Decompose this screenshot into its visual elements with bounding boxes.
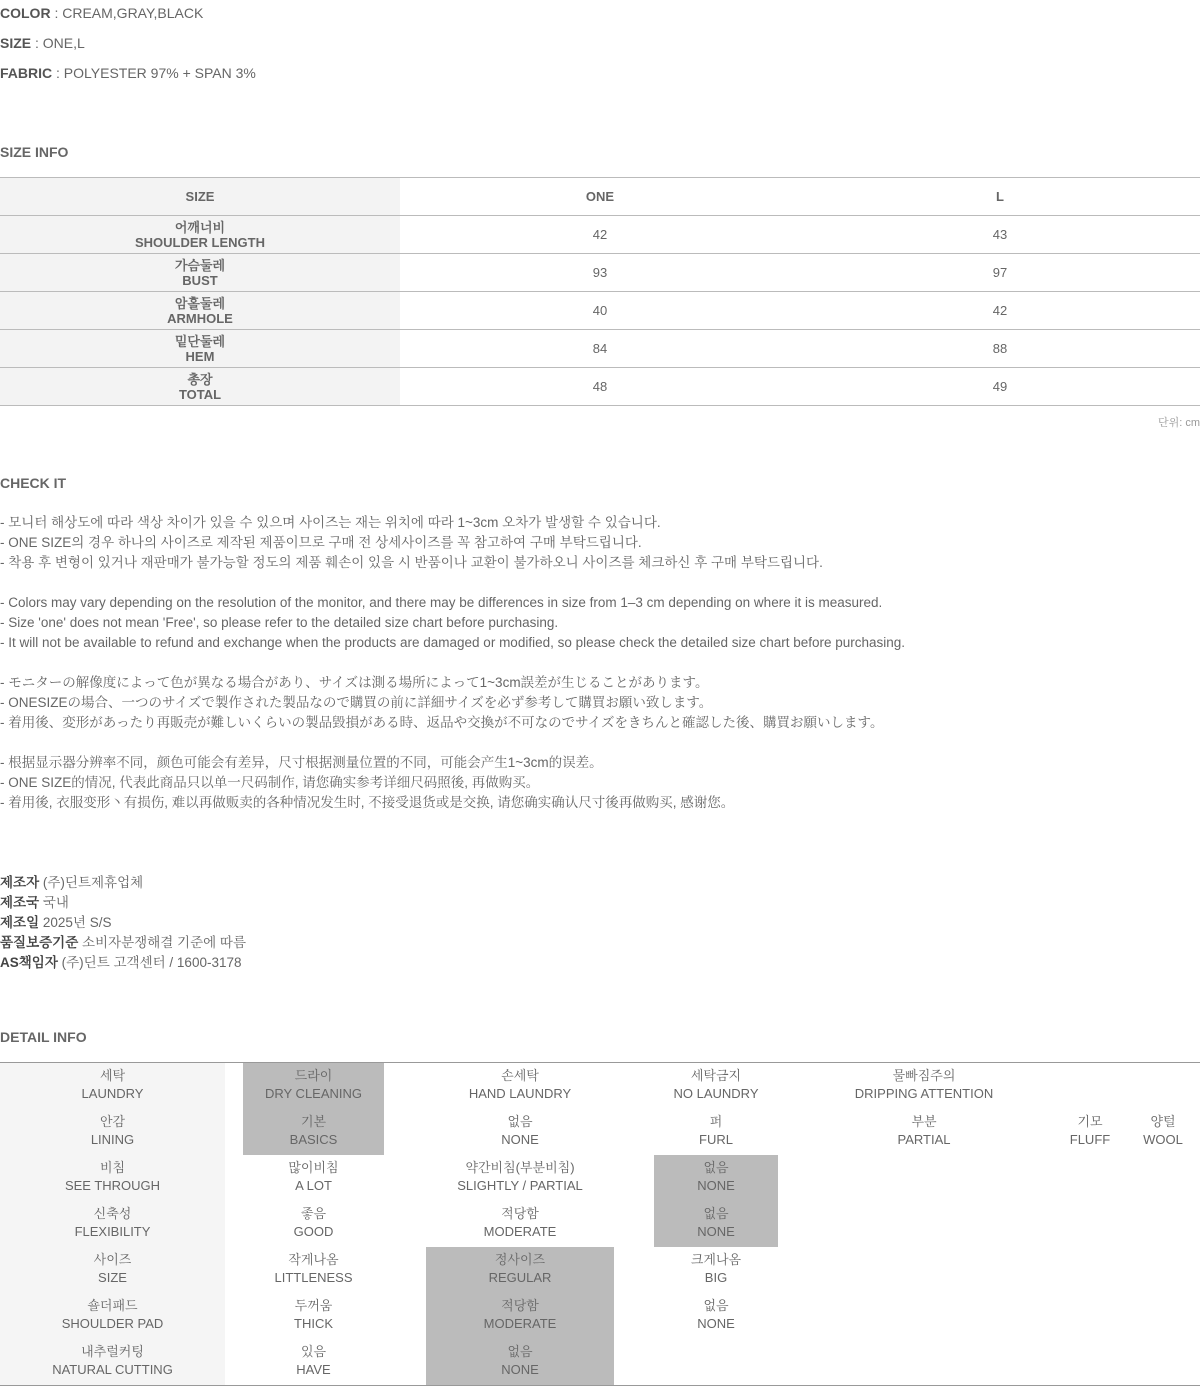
detail-option-selected <box>426 1247 614 1293</box>
size-cell: 40 <box>400 292 800 330</box>
detail-en: HAND LAUNDRY <box>468 1086 572 1101</box>
detail-option <box>1060 1109 1120 1155</box>
detail-en: BASICS <box>289 1132 338 1147</box>
size-cell: 84 <box>400 330 800 368</box>
detail-row-label <box>0 1063 225 1109</box>
detail-en: SIZE <box>98 1270 127 1285</box>
detail-ko: 적당함 <box>501 1298 539 1313</box>
detail-option <box>243 1155 384 1201</box>
detail-option <box>243 1201 384 1247</box>
detail-ko: 부분 <box>911 1114 937 1129</box>
table-row <box>0 216 1200 254</box>
detail-ko: 신축성 <box>93 1206 132 1221</box>
size-cell: 93 <box>400 254 800 292</box>
detail-ko: 정사이즈 <box>494 1252 546 1267</box>
spec-size <box>0 34 85 52</box>
detail-option <box>1126 1109 1200 1155</box>
detail-ko: 퍼 <box>709 1114 723 1129</box>
size-table <box>0 177 1200 406</box>
detail-option <box>654 1063 778 1109</box>
detail-ko: 내추럴커팅 <box>81 1344 144 1359</box>
row-label-ko: 총장 <box>187 371 213 387</box>
detail-option-selected <box>654 1201 778 1247</box>
spec-separator: : <box>50 5 63 21</box>
detail-ko: 기모 <box>1077 1114 1103 1129</box>
detail-option-selected <box>426 1339 614 1385</box>
detail-ko: 작게나옴 <box>288 1252 339 1267</box>
spec-value: CREAM,GRAY,BLACK <box>62 5 204 21</box>
check-note-line: - 착용 후 변형이 있거나 재판매가 불가능할 정도의 제품 훼손이 있을 시 반품이나 교환이 불가하오니 사이즈를 체크하신 후 구매 부탁드립니다. <box>0 555 823 570</box>
detail-row-label <box>0 1339 225 1385</box>
spec-value: POLYESTER 97% + SPAN 3% <box>63 65 256 81</box>
maker-key: 제조일 <box>0 915 40 930</box>
detail-ko: 없음 <box>507 1114 533 1129</box>
detail-en: A LOT <box>295 1178 332 1193</box>
detail-en: NONE <box>697 1178 735 1193</box>
detail-info-grid <box>0 1062 1200 1386</box>
detail-option <box>654 1293 778 1339</box>
spec-value: ONE,L <box>42 35 85 51</box>
maker-line <box>0 954 241 972</box>
maker-key: 제조자 <box>0 875 40 890</box>
row-label-ko: 밑단둘레 <box>174 333 226 349</box>
detail-info-title: DETAIL INFO <box>0 1029 87 1045</box>
detail-en: LINING <box>90 1132 135 1147</box>
detail-option <box>243 1293 384 1339</box>
row-label-en: HEM <box>185 348 215 364</box>
detail-en: DRY CLEANING <box>264 1086 363 1101</box>
maker-value: 2025년 S/S <box>39 915 112 930</box>
spec-separator: : <box>31 35 43 51</box>
check-note-line: - モニターの解像度によって色が異なる場合があり、サイズは測る場所によって1~3cm誤差が生じることがあります。 <box>0 675 709 690</box>
size-cell: 97 <box>800 254 1200 292</box>
detail-ko: 없음 <box>703 1206 729 1221</box>
detail-en: FLUFF <box>1069 1132 1111 1147</box>
detail-ko: 두꺼움 <box>294 1298 333 1313</box>
detail-row-label <box>0 1109 225 1155</box>
detail-en: NONE <box>501 1362 539 1377</box>
unit-label: 단위: cm <box>1157 417 1200 429</box>
check-note-line: - Colors may vary depending on the resolution of the monitor, and there may be differences in size from 1–3 cm depending on where it is measured. <box>0 595 883 610</box>
detail-option-selected <box>243 1063 384 1109</box>
check-note-line: - ONE SIZE의 경우 하나의 사이즈로 제작된 제품이므로 구매 전 상세사이즈를 꼭 참고하여 구매 부탁드립니다. <box>0 535 642 550</box>
detail-ko: 많이비침 <box>288 1160 339 1175</box>
size-row-label <box>0 292 400 330</box>
size-cell: 43 <box>800 216 1200 254</box>
spec-separator: : <box>52 65 64 81</box>
row-label-ko: 가슴둘레 <box>174 257 226 273</box>
detail-en: GOOD <box>293 1224 334 1239</box>
size-header-l: L <box>800 178 1200 216</box>
spec-color <box>0 4 203 22</box>
size-table-header <box>0 178 1200 216</box>
size-row-label <box>0 330 400 368</box>
detail-ko: 없음 <box>507 1344 533 1359</box>
detail-ko: 양털 <box>1150 1114 1176 1129</box>
detail-option-selected <box>654 1155 778 1201</box>
detail-row-label <box>0 1247 225 1293</box>
detail-option <box>426 1155 614 1201</box>
table-row <box>0 254 1200 292</box>
detail-en: LAUNDRY <box>81 1086 144 1101</box>
check-note-line: - 모니터 해상도에 따라 색상 차이가 있을 수 있으며 사이즈는 재는 위치에 따라 1~3cm 오차가 발생할 수 있습니다. <box>0 515 661 530</box>
detail-en: HAVE <box>296 1362 331 1377</box>
detail-ko: 숄더패드 <box>87 1298 138 1313</box>
spec-key: SIZE <box>0 35 32 51</box>
maker-line <box>0 914 111 932</box>
check-note-line: - 根据显示器分辨率不同，颜色可能会有差异，尺寸根据测量位置的不同，可能会产生1~3cm的误差。 <box>0 755 603 770</box>
check-note-line: - ONE SIZE的情况, 代表此商品只以单一尺码制作, 请您确实参考详细尺码照後, 再做购买。 <box>0 775 540 790</box>
maker-key: 품질보증기준 <box>0 935 79 950</box>
detail-row-label <box>0 1155 225 1201</box>
check-note-line: - It will not be available to refund and exchange when the products are damaged or modified, so please check the detailed size chart before purchasing. <box>0 635 906 650</box>
maker-value: (주)딘트 고객센터 / 1600-3178 <box>57 955 242 970</box>
maker-value: (주)딘트제휴업체 <box>39 875 144 890</box>
detail-ko: 없음 <box>703 1160 729 1175</box>
table-row <box>0 330 1200 368</box>
detail-option <box>800 1063 1048 1109</box>
row-label-en: ARMHOLE <box>167 310 233 326</box>
detail-en: NATURAL CUTTING <box>52 1362 173 1377</box>
detail-ko: 기본 <box>300 1114 327 1129</box>
detail-en: WOOL <box>1143 1132 1183 1147</box>
check-note-line: - 着用後、変形があったり再販売が難しいくらいの製品毀損がある時、返品や交換が不可なのでサイズをきちんと確認した後、購買お願いします。 <box>0 715 884 730</box>
detail-en: REGULAR <box>488 1270 552 1285</box>
detail-en: SEE THROUGH <box>64 1178 161 1193</box>
row-label-ko: 어깨너비 <box>174 219 226 235</box>
size-cell: 42 <box>400 216 800 254</box>
detail-en: SLIGHTLY / PARTIAL <box>457 1178 583 1193</box>
check-note-line: - 着用後, 衣服变形丶有损伤, 难以再做贩卖的各种情况发生时, 不接受退货或是交换, 请您确实确认尺寸後再做购买, 感谢您。 <box>0 795 735 810</box>
size-cell: 49 <box>800 368 1200 406</box>
detail-en: NONE <box>697 1224 735 1239</box>
size-cell: 48 <box>400 368 800 406</box>
detail-ko: 사이즈 <box>93 1252 132 1267</box>
maker-value: 국내 <box>39 895 69 910</box>
detail-en: NO LAUNDRY <box>673 1086 759 1101</box>
detail-ko: 적당함 <box>501 1206 539 1221</box>
maker-key: 제조국 <box>0 895 40 910</box>
check-note-line: - ONESIZEの場合、一つのサイズで製作された製品なので購買の前に詳細サイズを必ず参考して購買お願い致します。 <box>0 695 713 710</box>
size-row-label <box>0 368 400 406</box>
check-note-line: - Size 'one' does not mean 'Free', so please refer to the detailed size chart before purchasing. <box>0 615 559 630</box>
size-row-label <box>0 254 400 292</box>
table-row <box>0 292 1200 330</box>
size-info-title: SIZE INFO <box>0 144 69 160</box>
maker-line <box>0 874 143 892</box>
detail-option <box>243 1247 384 1293</box>
detail-en: BIG <box>704 1270 728 1285</box>
detail-en: SHOULDER PAD <box>61 1316 164 1331</box>
size-cell: 88 <box>800 330 1200 368</box>
detail-en: THICK <box>294 1316 333 1331</box>
detail-en: LITTLENESS <box>274 1270 353 1285</box>
detail-option <box>426 1201 614 1247</box>
detail-ko: 비침 <box>99 1160 126 1175</box>
detail-en: PARTIAL <box>897 1132 951 1147</box>
maker-value: 소비자분쟁해결 기준에 따름 <box>78 935 246 950</box>
detail-ko: 손세탁 <box>501 1068 539 1083</box>
spec-fabric <box>0 64 256 82</box>
spec-key: COLOR <box>0 5 51 21</box>
detail-option <box>426 1063 614 1109</box>
maker-line <box>0 894 69 912</box>
detail-option-selected <box>426 1293 614 1339</box>
detail-ko: 드라이 <box>294 1068 333 1083</box>
detail-en: MODERATE <box>483 1316 557 1331</box>
detail-option <box>243 1339 384 1385</box>
detail-option <box>654 1109 778 1155</box>
detail-en: NONE <box>697 1316 735 1331</box>
row-label-en: SHOULDER LENGTH <box>135 234 265 250</box>
maker-key: AS책임자 <box>0 955 58 970</box>
row-label-en: BUST <box>182 272 218 288</box>
detail-option <box>426 1109 614 1155</box>
detail-option <box>800 1109 1048 1155</box>
detail-en: MODERATE <box>483 1224 557 1239</box>
detail-en: NONE <box>501 1132 539 1147</box>
maker-line <box>0 934 246 952</box>
check-it-title: CHECK IT <box>0 475 67 491</box>
detail-row-label <box>0 1201 225 1247</box>
spec-key: FABRIC <box>0 65 53 81</box>
detail-ko: 없음 <box>703 1298 729 1313</box>
detail-en: DRIPPING ATTENTION <box>854 1086 994 1101</box>
detail-ko: 크게나옴 <box>690 1252 742 1267</box>
size-header-one: ONE <box>400 178 800 216</box>
size-row-label <box>0 216 400 254</box>
size-header-label: SIZE <box>0 178 400 216</box>
detail-ko: 약간비침(부분비침) <box>465 1160 575 1175</box>
detail-option <box>654 1247 778 1293</box>
detail-ko: 세탁 <box>99 1068 126 1083</box>
table-row <box>0 368 1200 406</box>
detail-ko: 있음 <box>300 1344 327 1359</box>
detail-ko: 좋음 <box>300 1206 327 1221</box>
detail-en: FURL <box>699 1132 733 1147</box>
row-label-ko: 암홀둘레 <box>174 295 226 311</box>
detail-ko: 세탁금지 <box>690 1068 742 1083</box>
detail-ko: 물빠짐주의 <box>892 1068 956 1083</box>
detail-option-selected <box>243 1109 384 1155</box>
detail-en: FLEXIBILITY <box>74 1224 151 1239</box>
row-label-en: TOTAL <box>178 386 222 402</box>
size-cell: 42 <box>800 292 1200 330</box>
detail-row-label <box>0 1293 225 1339</box>
detail-ko: 안감 <box>99 1114 126 1129</box>
